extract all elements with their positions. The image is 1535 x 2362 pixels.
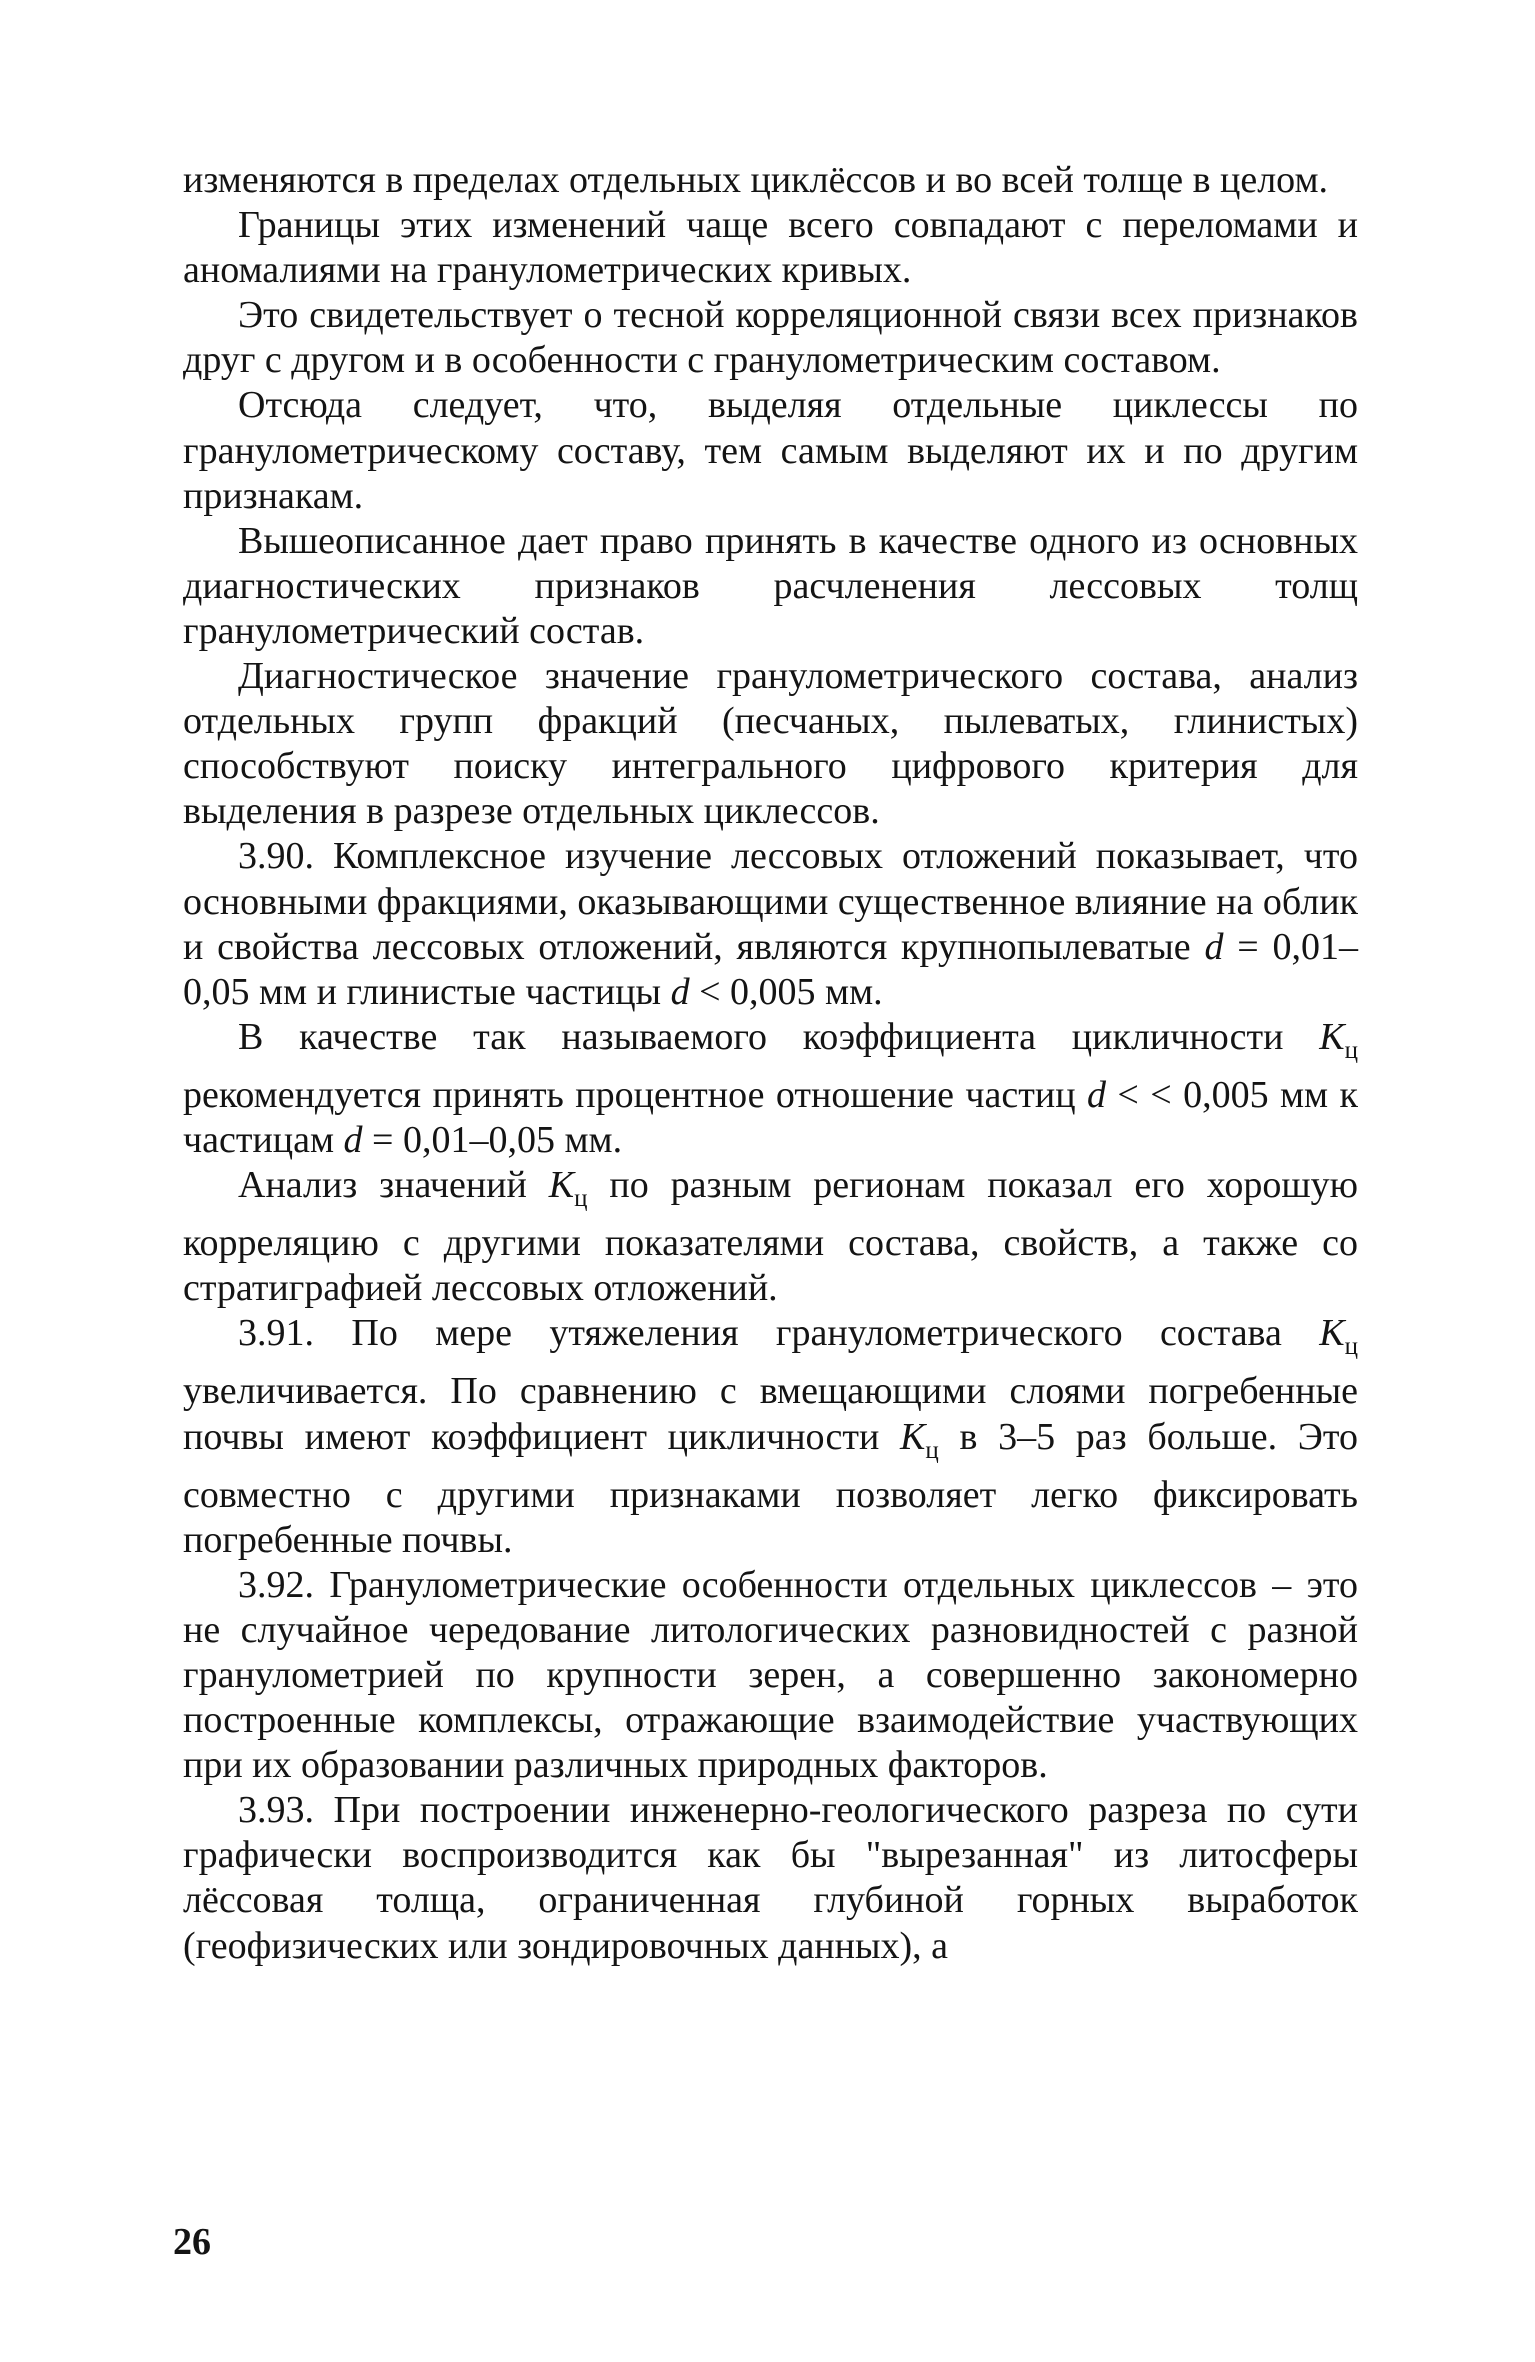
paragraph-3: Это свидетельствует о тесной корреляционной связи всех признаков друг с другом и в особенности с гранулометрическим составом. — [183, 294, 1358, 382]
body-text — [183, 158, 1358, 1969]
paragraph-3-93: 3.93. При построении инженерно-геологического разреза по сути графически воспроизводится как бы "вырезанная" из литосферы лёссовая толща, ограниченная глубиной горных выработок (геофизических или зондировочных данных), а — [183, 1789, 1358, 1967]
p7-text-a: 3.90. Комплексное изучение лессовых отложений показывает, что основными фракциями, оказывающими существенное влияние на облик и свойства лессовых отложений, являются крупнопылеватые — [183, 835, 1358, 968]
symbol-d: d — [1204, 925, 1224, 968]
paragraph-5: Вышеописанное дает право принять в качестве одного из основных диагностических признаков расчленения лессовых толщ гранулометрический состав. — [183, 519, 1358, 652]
p8-text-e: = 0,01–0,05 мм. — [362, 1118, 623, 1161]
symbol-k: K — [1319, 1015, 1345, 1058]
paragraph-cyclicity-coefficient — [183, 1015, 1358, 1163]
paragraph-3-90 — [183, 834, 1358, 1014]
p8-text-a: В качестве так называемого коэффициента цикличности — [238, 1015, 1320, 1058]
p8-text-c: < < 0,005 мм к частицам — [183, 1073, 1358, 1161]
paragraph-4: Отсюда следует, что, выделяя отдельные циклессы по гранулометрическому составу, тем самым выделяют их и по другим признакам. — [183, 384, 1358, 517]
p10-text-b: увеличивается. По сравнению с вмещающими слоями погребенные почвы имеют коэффициент цикличности — [183, 1370, 1358, 1458]
p7-text-b: = 0,01–0,05 мм и глинистые частицы — [183, 925, 1358, 1013]
p10-text-a: 3.91. По мере утяжеления гранулометрического состава — [238, 1312, 1320, 1355]
p9-text-a: Анализ значений — [238, 1164, 549, 1207]
paragraph-2: Границы этих изменений чаще всего совпадают с переломами и аномалиями на гранулометрических кривых. — [183, 204, 1358, 292]
paragraph-1: изменяются в пределах отдельных циклёссов и во всей толще в целом. — [183, 159, 1329, 201]
symbol-k: K — [548, 1164, 575, 1207]
symbol-d: d — [670, 970, 690, 1013]
symbol-k-subscript: ц — [925, 1436, 939, 1464]
paragraph-3-91 — [183, 1311, 1358, 1562]
symbol-k-subscript: ц — [1344, 1333, 1358, 1361]
symbol-k: K — [900, 1415, 926, 1458]
paragraph-3-92: 3.92. Гранулометрические особенности отдельных циклессов – это не случайное чередование литологических разновидностей с разной гранулометрией по крупности зерен, а совершенно закономерно построенные комплексы, отражающие взаимодействие участвующих при их образовании различных природных факторов. — [183, 1563, 1358, 1787]
paragraph-analysis — [183, 1163, 1358, 1311]
symbol-d: d — [343, 1118, 363, 1161]
p10-text-c: в 3–5 раз больше. Это совместно с другими признаками позволяет легко фиксировать погребенные почвы. — [183, 1415, 1358, 1561]
p7-text-c: < 0,005 мм. — [689, 970, 883, 1013]
symbol-k-subscript: ц — [1344, 1036, 1358, 1064]
symbol-k-subscript: ц — [574, 1185, 588, 1213]
symbol-d: d — [1086, 1073, 1106, 1116]
p8-text-b: рекомендуется принять процентное отношение частиц — [183, 1073, 1087, 1116]
symbol-k: K — [1319, 1312, 1345, 1355]
paragraph-6: Диагностическое значение гранулометрического состава, анализ отдельных групп фракций (песчаных, пылеватых, глинистых) способствуют поиску интегрального цифрового критерия для выделения в разрезе отдельных циклессов. — [183, 655, 1358, 833]
page-number: 26 — [173, 2221, 211, 2263]
p9-text-b: по разным регионам показал его хорошую корреляцию с другими показателями состава, свойств, а также со стратиграфией лессовых отложений. — [183, 1164, 1358, 1310]
